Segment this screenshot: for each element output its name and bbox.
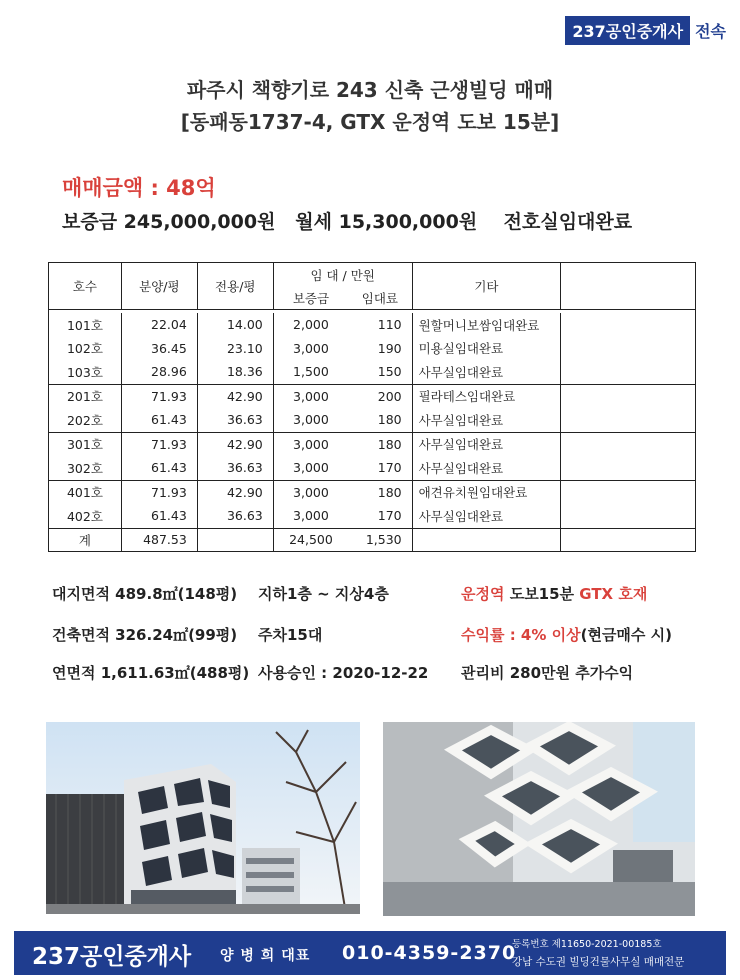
building-photo-street <box>46 722 360 914</box>
deposit-cell: 3,000 <box>273 456 348 480</box>
extra-cell <box>561 504 696 528</box>
extra-cell <box>561 313 696 337</box>
rent-cell: 170 <box>348 456 412 480</box>
extra-cell <box>561 384 696 408</box>
use-approval: 사용승인 : 2020-12-22 <box>258 664 429 682</box>
unit-table <box>48 262 696 552</box>
exclusive-area-cell: 18.36 <box>197 360 273 384</box>
note-cell: 사무실임대완료 <box>412 504 561 528</box>
header-sale-area: 분양/평 <box>121 263 197 310</box>
station-info <box>461 583 647 604</box>
note-cell: 필라테스임대완료 <box>412 384 561 408</box>
extra-cell <box>561 480 696 504</box>
table-row <box>49 408 696 432</box>
total-floor-area: 연면적 1,611.63㎡(488평) <box>52 664 250 682</box>
footer-representative: 양 병 희 대표 <box>220 948 311 964</box>
deposit-cell: 3,000 <box>273 337 348 361</box>
unit-cell: 402호 <box>49 504 122 528</box>
deposit-summary: 보증금 245,000,000원 월세 15,300,000원 전호실임대완료 <box>62 211 633 233</box>
unit-cell: 103호 <box>49 360 122 384</box>
table-row <box>49 360 696 384</box>
rent-cell: 180 <box>348 408 412 432</box>
total-note-blank <box>412 528 561 551</box>
exclusive-area-cell: 14.00 <box>197 313 273 337</box>
rent-cell: 180 <box>348 432 412 456</box>
note-cell: 사무실임대완료 <box>412 456 561 480</box>
sale-area-cell: 71.93 <box>121 432 197 456</box>
deposit-cell: 3,000 <box>273 504 348 528</box>
extra-cell <box>561 360 696 384</box>
header-exclusive-area: 전용/평 <box>197 263 273 310</box>
walk-time: 도보15분 <box>504 585 580 603</box>
exclusive-label: 전속 <box>695 22 726 41</box>
management-fee: 관리비 280만원 추가수익 <box>461 664 634 682</box>
yield-info <box>461 624 672 645</box>
unit-cell: 301호 <box>49 432 122 456</box>
total-deposit: 24,500 <box>273 528 348 551</box>
exclusive-area-cell: 36.63 <box>197 456 273 480</box>
deposit-cell: 3,000 <box>273 408 348 432</box>
yield-note: (현금매수 시) <box>580 626 672 644</box>
total-rent: 1,530 <box>348 528 412 551</box>
total-label: 계 <box>49 528 122 551</box>
note-cell: 원할머니보쌈임대완료 <box>412 313 561 337</box>
table-row <box>49 480 696 504</box>
unit-cell: 101호 <box>49 313 122 337</box>
yield-label: 수익률 : 4% 이상 <box>461 626 581 644</box>
extra-cell <box>561 432 696 456</box>
deposit-cell: 1,500 <box>273 360 348 384</box>
deposit-cell: 3,000 <box>273 480 348 504</box>
parking: 주차15대 <box>258 626 323 644</box>
rent-cell: 170 <box>348 504 412 528</box>
note-cell: 애견유치원임대완료 <box>412 480 561 504</box>
floors: 지하1층 ~ 지상4층 <box>258 585 389 603</box>
rent-cell: 110 <box>348 313 412 337</box>
rent-cell: 190 <box>348 337 412 361</box>
agency-badge <box>565 16 726 45</box>
station-name: 운정역 <box>461 585 505 603</box>
sale-area-cell: 22.04 <box>121 313 197 337</box>
exclusive-area-cell: 36.63 <box>197 408 273 432</box>
extra-cell <box>561 456 696 480</box>
header-deposit: 보증금 <box>273 286 348 310</box>
unit-cell: 201호 <box>49 384 122 408</box>
unit-cell: 102호 <box>49 337 122 361</box>
sale-price: 매매금액 : 48억 <box>62 176 216 200</box>
table-row <box>49 504 696 528</box>
land-area: 대지면적 489.8㎡(148평) <box>52 585 238 603</box>
header-rent: 임대료 <box>348 286 412 310</box>
sale-area-cell: 28.96 <box>121 360 197 384</box>
building-area: 건축면적 326.24㎡(99평) <box>52 626 238 644</box>
footer-phone[interactable]: 010-4359-2370 <box>342 942 517 964</box>
exclusive-area-cell: 42.90 <box>197 480 273 504</box>
unit-table-body <box>49 310 696 529</box>
exclusive-area-cell: 23.10 <box>197 337 273 361</box>
note-cell: 사무실임대완료 <box>412 408 561 432</box>
table-row <box>49 313 696 337</box>
exclusive-area-cell: 36.63 <box>197 504 273 528</box>
header-unit: 호수 <box>49 263 122 310</box>
total-sale-area: 487.53 <box>121 528 197 551</box>
building-photo-facade <box>383 722 695 916</box>
unit-cell: 401호 <box>49 480 122 504</box>
exclusive-area-cell: 42.90 <box>197 384 273 408</box>
agency-badge-label: 237공인중개사 <box>565 16 690 45</box>
table-row <box>49 432 696 456</box>
gtx-note: GTX 호재 <box>579 585 648 603</box>
sale-area-cell: 61.43 <box>121 456 197 480</box>
exclusive-area-cell: 42.90 <box>197 432 273 456</box>
header-rent-group: 임 대 / 만원 <box>273 263 412 287</box>
table-total-row <box>49 528 696 551</box>
extra-cell <box>561 408 696 432</box>
header-note: 기타 <box>412 263 561 310</box>
sale-area-cell: 61.43 <box>121 504 197 528</box>
sale-area-cell: 71.93 <box>121 480 197 504</box>
sale-area-cell: 71.93 <box>121 384 197 408</box>
table-row <box>49 337 696 361</box>
table-row <box>49 456 696 480</box>
total-blank <box>197 528 273 551</box>
table-row <box>49 384 696 408</box>
page-subtitle: [동패동1737-4, GTX 운정역 도보 15분] <box>180 110 560 134</box>
sale-area-cell: 36.45 <box>121 337 197 361</box>
note-cell: 사무실임대완료 <box>412 432 561 456</box>
note-cell: 사무실임대완료 <box>412 360 561 384</box>
footer-agency-name: 237공인중개사 <box>32 944 192 970</box>
page-title: 파주시 책향기로 243 신축 근생빌딩 매매 <box>186 78 554 102</box>
note-cell: 미용실임대완료 <box>412 337 561 361</box>
unit-cell: 302호 <box>49 456 122 480</box>
sale-area-cell: 61.43 <box>121 408 197 432</box>
footer-address: 강남 수도권 빌딩건물사무실 매매전문 <box>512 956 685 968</box>
header-blank <box>561 263 696 310</box>
rent-cell: 200 <box>348 384 412 408</box>
deposit-cell: 2,000 <box>273 313 348 337</box>
deposit-cell: 3,000 <box>273 384 348 408</box>
deposit-cell: 3,000 <box>273 432 348 456</box>
extra-cell <box>561 337 696 361</box>
footer-bar <box>14 931 726 975</box>
total-extra-blank <box>561 528 696 551</box>
rent-cell: 180 <box>348 480 412 504</box>
rent-cell: 150 <box>348 360 412 384</box>
footer-registration: 등록번호 제11650-2021-00185호 <box>512 939 662 950</box>
unit-cell: 202호 <box>49 408 122 432</box>
